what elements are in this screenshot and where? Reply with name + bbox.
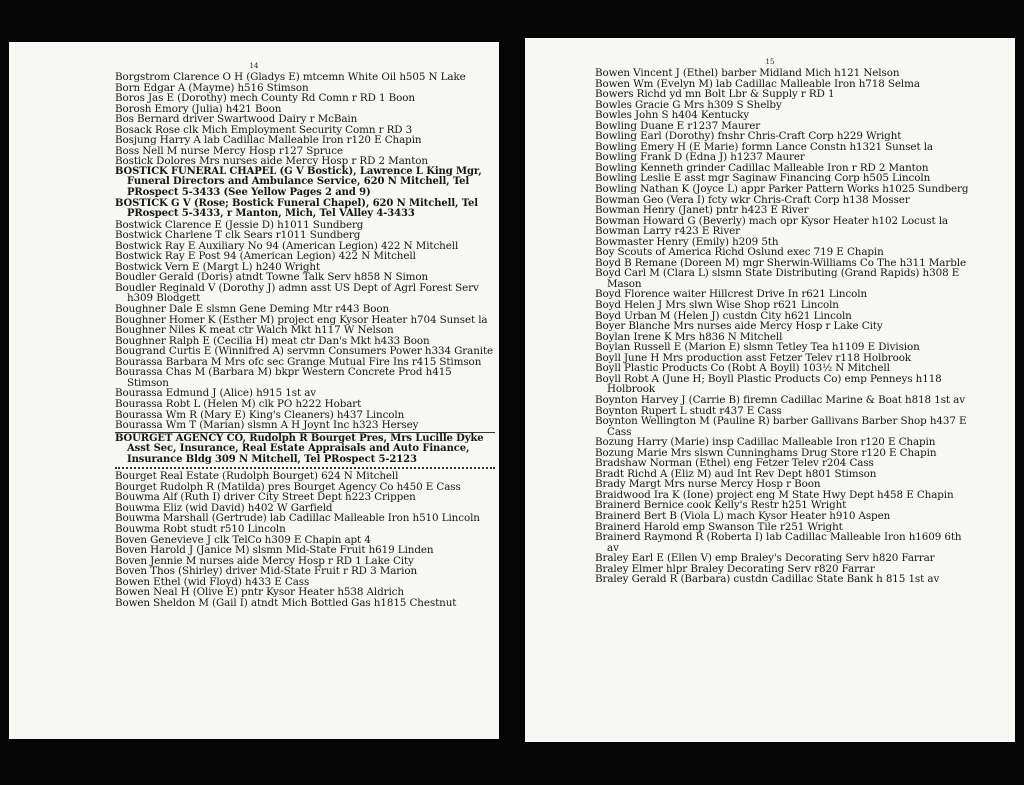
directory-entry: Boven Genevieve J clk TelCo h309 E Chapin apt 4: [115, 533, 371, 546]
directory-entry: Boyer Blanche Mrs nurses aide Mercy Hosp r Lake City: [595, 320, 883, 333]
directory-entry: Borosh Emory (Julia) h421 Boon: [115, 102, 282, 115]
directory-entry: Bourassa Wm T (Marian) slsmn A H Joynt Inc h323 Hersey: [115, 419, 419, 432]
directory-entry: Bowen Sheldon M (Gail I) atndt Mich Bottled Gas h1815 Chestnut: [115, 596, 457, 609]
directory-entry: Boven Jennie M nurses aide Mercy Hosp r RD 1 Lake City: [115, 554, 414, 567]
directory-entry: Borgstrom Clarence O H (Gladys E) mtcemn White Oil h505 N Lake: [115, 71, 466, 83]
directory-entry: Braley Earl E (Ellen V) emp Braley's Decorating Serv h820 Farrar: [595, 552, 935, 565]
directory-entry: Bostwick Clarence E (Jessie D) h1011 Sundberg: [115, 218, 364, 231]
directory-entry: Bowmaster Henry (Emily) h209 5th: [595, 235, 779, 248]
directory-entry: Bowman Geo (Vera I) fcty wkr Chris-Craft Corp h138 Mosser: [595, 193, 910, 206]
directory-entry: Brainerd Harold emp Swanson Tile r251 Wright: [595, 520, 843, 533]
directory-entry: Bouwma Marshall (Gertrude) lab Cadillac Malleable Iron h510 Lincoln: [115, 512, 480, 525]
directory-entry: Boynton Wellington M (Pauline R) barber Gallivans Barber Shop h437 E Cass: [595, 415, 967, 438]
directory-entry: Braidwood Ira K (Ione) project eng M State Hwy Dept h458 E Chapin: [595, 488, 954, 501]
directory-entry: Boylan Irene K Mrs h836 N Mitchell: [595, 330, 783, 343]
directory-entry: Boy Scouts of America Richd Oslund exec 719 E Chapin: [595, 246, 884, 259]
directory-entry: Bostwick Ray E Auxiliary No 94 (American Legion) 422 N Mitchell: [115, 239, 459, 252]
directory-entry: Bradt Richd A (Eliz M) aud Int Rev Dept h801 Stimson: [595, 467, 877, 480]
directory-entry: Bourget Real Estate (Rudolph Bourget) 624 N Mitchell: [115, 470, 399, 483]
directory-entry: Boss Nell M nurse Mercy Hosp r127 Spruce: [115, 144, 343, 157]
directory-entry: Bowman Larry r423 E River: [595, 225, 740, 238]
directory-entry: Boynton Rupert L studt r437 E Cass: [595, 404, 782, 417]
directory-entry: Brady Margt Mrs nurse Mercy Hosp r Boon: [595, 478, 821, 491]
directory-entry: Boyd Florence waiter Hillcrest Drive In r621 Lincoln: [595, 288, 868, 301]
business-listing: BOSTICK G V (Rose; Bostick Funeral Chapel), 620 N Mitchell, Tel PRospect 5-3433, r Manton, Mich, Tel VAlley 4-3433: [115, 197, 478, 220]
directory-entry: Bozung Marie Mrs slswn Cunninghams Drug Store r120 E Chapin: [595, 446, 937, 459]
directory-entry: Bouwma Robt studt r510 Lincoln: [115, 522, 286, 535]
directory-entry: Boven Thos (Shirley) driver Mid-State Fruit r RD 3 Marion: [115, 565, 418, 578]
page-number: 14: [249, 62, 259, 70]
directory-entry: Bos Bernard driver Swartwood Dairy r McBain: [115, 113, 358, 126]
directory-entry: Braley Gerald R (Barbara) custdn Cadillac State Bank h 815 1st av: [595, 573, 940, 586]
directory-entry: Boudler Reginald V (Dorothy J) admn asst US Dept of Agrl Forest Serv h309 Blodgett: [115, 281, 479, 305]
directory-entry: Born Edgar A (Mayme) h516 Stimson: [115, 81, 309, 94]
directory-entry: Bourassa Edmund J (Alice) h915 1st av: [115, 387, 317, 400]
directory-entry: Bowen Neal H (Olive E) pntr Kysor Heater h538 Aldrich: [115, 586, 404, 599]
directory-entry: Boughner Dale E slsmn Gene Deming Mtr r443 Boon: [115, 303, 390, 316]
right-page: [525, 38, 1015, 742]
directory-entry: Bowling Emery H (E Marie) formn Lance Constn h1321 Sunset la: [595, 140, 933, 153]
directory-entry: Bowman Henry (Janet) pntr h423 E River: [595, 204, 809, 217]
directory-entry: Braley Elmer hlpr Braley Decorating Serv r820 Farrar: [595, 562, 875, 575]
directory-entry: Boyll Plastic Products Co (Robt A Boyll) 103½ N Mitchell: [595, 362, 890, 375]
directory-entry: Boyd Carl M (Clara L) slsmn State Distributing (Grand Rapids) h308 E Mason: [595, 267, 960, 290]
directory-entry: Brainerd Bernice cook Kelly's Restr h251 Wright: [595, 499, 847, 512]
directory-entry: Bourassa Robt L (Helen M) clk PO h222 Hobart: [115, 397, 362, 410]
directory-entry: Bowen Wm (Evelyn M) lab Cadillac Malleable Iron h718 Selma: [595, 77, 920, 90]
directory-entry: Bowling Duane E r1237 Maurer: [595, 119, 761, 132]
directory-entry: Bowles John S h404 Kentucky: [595, 109, 750, 122]
directory-entry: Bouwma Alf (Ruth I) driver City Street Dept h223 Crippen: [115, 491, 416, 504]
directory-entry: Bowling Leslie E asst mgr Saginaw Financing Corp h505 Lincoln: [595, 172, 931, 185]
directory-entry: Bourassa Barbara M Mrs ofc sec Grange Mutual Fire Ins r415 Stimson: [115, 355, 482, 368]
directory-entry: Bowman Howard G (Beverly) mach opr Kysor Heater h102 Locust la: [595, 214, 948, 227]
directory-entry: Bowen Ethel (wid Floyd) h433 E Cass: [115, 575, 310, 588]
directory-entry: Boylan Russell E (Marion E) slsmn Tetley Tea h1109 E Division: [595, 341, 920, 354]
directory-entry: Boven Harold J (Janice M) slsmn Mid-State Fruit h619 Linden: [115, 544, 434, 557]
directory-entry: Bowen Vincent J (Ethel) barber Midland Mich h121 Nelson: [595, 67, 900, 79]
directory-entry: Bourassa Wm R (Mary E) King's Cleaners) h437 Lincoln: [115, 408, 405, 421]
directory-entry: Bowers Richd yd mn Bolt Lbr & Supply r RD 1: [595, 88, 835, 101]
directory-entry: Bradshaw Norman (Ethel) eng Fetzer Telev r204 Cass: [595, 457, 874, 470]
directory-entry: Brainerd Raymond R (Roberta I) lab Cadillac Malleable Iron h1609 6th av: [595, 531, 962, 554]
directory-entry: Bowling Kenneth grinder Cadillac Malleable Iron r RD 2 Manton: [595, 161, 929, 174]
directory-entry: Bouwma Eliz (wid David) h402 W Garfield: [115, 501, 333, 514]
directory-entry: Boughner Niles K meat ctr Walch Mkt h117 W Nelson: [115, 324, 394, 337]
directory-entry: Bostwick Ray E Post 94 (American Legion) 422 N Mitchell: [115, 250, 416, 263]
directory-entry: Boyd Helen J Mrs slwn Wise Shop r621 Lincoln: [595, 299, 839, 312]
business-listing: BOSTICK FUNERAL CHAPEL (G V Bostick), Lawrence L King Mgr, Funeral Directors and Ambulance Service, 620 N Mitchell, Tel PRospect 5-3433 (See Yellow Pages 2 and 9): [115, 165, 482, 199]
directory-entry: Bostwick Vern E (Margt L) h240 Wright: [115, 260, 321, 273]
directory-listing: [595, 68, 971, 585]
page-number: 15: [765, 58, 775, 66]
directory-entry: Bostwick Charlene T clk Sears r1011 Sundberg: [115, 229, 361, 242]
directory-entry: Boyd Urban M (Helen J) custdn City h621 Lincoln: [595, 309, 852, 322]
directory-entry: Bosack Rose clk Mich Employment Security Comn r RD 3: [115, 123, 413, 136]
business-listing: BOURGET AGENCY CO, Rudolph R Bourget Pres, Mrs Lucille Dyke Asst Sec, Insurance, Real Estate Appraisals and Auto Finance, Insurance Bldg 309 N Mitchell, Tel PRospect 5-2123: [115, 432, 484, 465]
directory-entry: Bourassa Chas M (Barbara M) bkpr Western Concrete Prod h415 Stimson: [115, 366, 452, 389]
directory-listing: [115, 72, 495, 608]
left-page: [9, 42, 499, 739]
directory-entry: Boynton Harvey J (Carrie B) firemn Cadillac Marine & Boat h818 1st av: [595, 393, 965, 406]
directory-entry: Boyd B Remane (Doreen M) mgr Sherwin-Williams Co The h311 Marble: [595, 256, 966, 269]
directory-entry: Boughner Ralph E (Cecilia H) meat ctr Dan's Mkt h433 Boon: [115, 334, 430, 347]
directory-entry: Bowling Frank D (Edna J) h1237 Maurer: [595, 151, 805, 164]
directory-entry: Boughner Homer K (Esther M) project eng Kysor Heater h704 Sunset la: [115, 313, 488, 326]
directory-entry: Bowling Earl (Dorothy) fnshr Chris-Craft Corp h229 Wright: [595, 130, 902, 143]
directory-entry: Bourget Rudolph R (Matilda) pres Bourget Agency Co h450 E Cass: [115, 480, 461, 493]
directory-entry: Bowling Nathan K (Joyce L) appr Parker Pattern Works h1025 Sundberg: [595, 183, 969, 196]
directory-entry: Bostick Dolores Mrs nurses aide Mercy Hosp r RD 2 Manton: [115, 155, 428, 168]
directory-entry: Boudler Gerald (Doris) atndt Towne Talk Serv h858 N Simon: [115, 271, 429, 284]
directory-entry: Brainerd Bert B (Viola L) mach Kysor Heater h910 Aspen: [595, 509, 891, 522]
directory-entry: Bosjung Harry A lab Cadillac Malleable Iron r120 E Chapin: [115, 134, 422, 147]
directory-entry: Bozung Harry (Marie) insp Cadillac Malleable Iron r120 E Chapin: [595, 436, 936, 449]
book-spine: [499, 0, 525, 785]
directory-entry: Boros Jas E (Dorothy) mech County Rd Comn r RD 1 Boon: [115, 92, 415, 105]
directory-entry: Bowles Gracie G Mrs h309 S Shelby: [595, 98, 782, 111]
directory-entry: Bougrand Curtis E (Winnifred A) servmn Consumers Power h334 Granite: [115, 345, 494, 358]
directory-entry: Boyll June H Mrs production asst Fetzer Telev r118 Holbrook: [595, 351, 912, 364]
directory-entry: Boyll Robt A (June H; Boyll Plastic Products Co) emp Penneys h118 Holbrook: [595, 372, 942, 396]
divider: [115, 467, 495, 469]
